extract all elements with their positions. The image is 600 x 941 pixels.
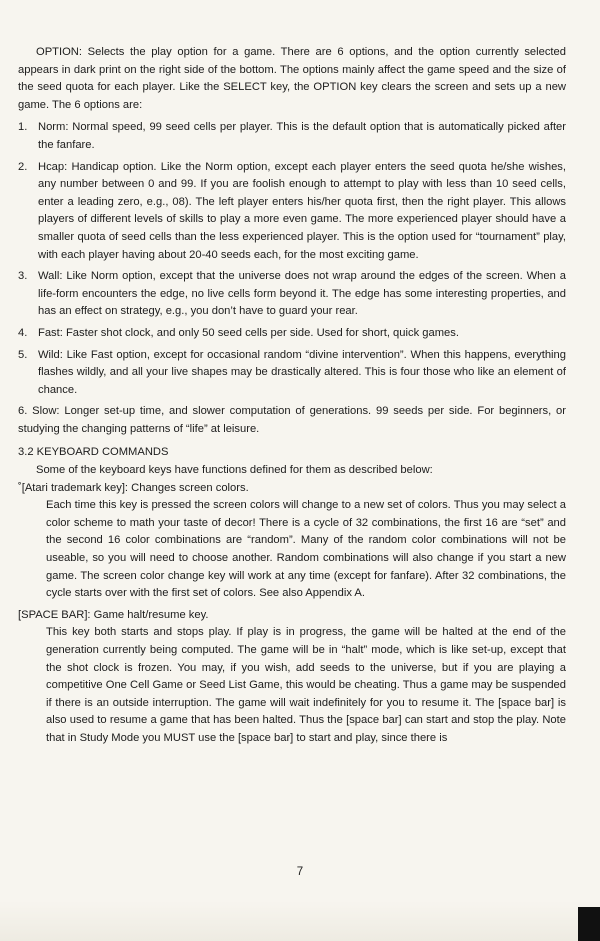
option-number: 6. [18, 405, 28, 418]
option-item-wild [18, 347, 566, 400]
option-item-norm [18, 119, 566, 154]
option-item-hcap [18, 159, 566, 265]
option-item-slow [18, 403, 566, 438]
option-text: Hcap: Handicap option. Like the Norm option, except each player enters the seed quota he/she wishes, any number between 0 and 99. If you are foolish enough to attempt to play with less than 10 seed cells, enter a leading zero, e.g., 08). The left player enters his/her quota first, then the right player. This allows players of different levels of skills to play a more even game. The more experienced player should have a smaller quota of seed cells than the less experienced player. This is the option used for “tournament” play, with each player having about 20-40 seeds each, for the most exciting game. [38, 160, 566, 261]
option-text: Wild: Like Fast option, except for occasional random “divine intervention”. When this happens, everything flashes wildly, and all your live shapes may be drastically altered. This is four those who like an element of chance. [38, 348, 566, 396]
page-content [18, 44, 566, 748]
option-number: 2. [18, 160, 28, 173]
option-text: Fast: Faster shot clock, and only 50 seed cells per side. Used for short, quick games. [38, 326, 459, 339]
page-number: 7 [296, 866, 304, 878]
atari-key-description: Each time this key is pressed the screen colors will change to a new set of colors. Thus you may select a color scheme to math your taste of decor! There is a cycle of 32 combinations, the first 16 are “set” and the second 16 color combinations are “random”. Many of the random color combinations will not be useable, so you will need to choose another. Random combinations will also change if you start a new game. The screen color change key will work at any time (except for fanfare). After 32 combinations, the cycle starts over with the first set of colors. See also Appendix A. [46, 499, 566, 600]
option-item-fast [18, 325, 566, 343]
scan-edge-mark [578, 907, 600, 941]
option-text: Wall: Like Norm option, except that the universe does not wrap around the edges of the screen. When a life-form encounters the edge, no live cells form beyond it. The edge has some interesting properties, and has an effect on strategy, e.g., you don’t have to guard your rear. [38, 270, 566, 318]
section-intro: Some of the keyboard keys have functions defined for them as described below: [36, 464, 433, 477]
option-text: Slow: Longer set-up time, and slower computation of generations. 99 seeds per side. For beginners, or studying the changing patterns of “life” at leisure. [18, 405, 566, 435]
space-bar-description: This key both starts and stops play. If play is in progress, the game will be halted at the end of the generation currently being computed. The game will be in “halt” mode, which is like set-up, except that the shot clock is frozen. You may, if you wish, add seeds to the universe, but if you are playing a competitive One Cell Game or Seed List Game, this would be cheating. Thus a game may be suspended if there is an outside interruption. The game will wait indefinitely for you to resume it. The [space bar] is also used to resume a game that has been halted. Thus the [space bar] can start and stop the play. Note that in Study Mode you MUST use the [space bar] to start and play, since there is [46, 626, 566, 744]
option-number: 1. [18, 121, 28, 134]
option-item-wall [18, 268, 566, 321]
option-intro-paragraph: OPTION: Selects the play option for a game. There are 6 options, and the option currently selected appears in dark print on the right side of the bottom. The options mainly affect the game speed and the size of the seed quota for each player. Like the SELECT key, the OPTION key clears the screen and sets up a new game. The 6 options are: [18, 46, 566, 111]
atari-key-heading: ˚[Atari trademark key]: Changes screen colors. [18, 481, 249, 494]
option-number: 4. [18, 326, 28, 339]
section-title: 3.2 KEYBOARD COMMANDS [18, 446, 169, 459]
scan-bottom-band [0, 901, 600, 941]
option-text: Norm: Normal speed, 99 seed cells per player. This is the default option that is automatically picked after the fanfare. [38, 121, 566, 151]
options-list [18, 119, 566, 438]
space-bar-heading: [SPACE BAR]: Game halt/resume key. [18, 608, 209, 621]
option-number: 3. [18, 270, 28, 283]
option-number: 5. [18, 348, 28, 361]
